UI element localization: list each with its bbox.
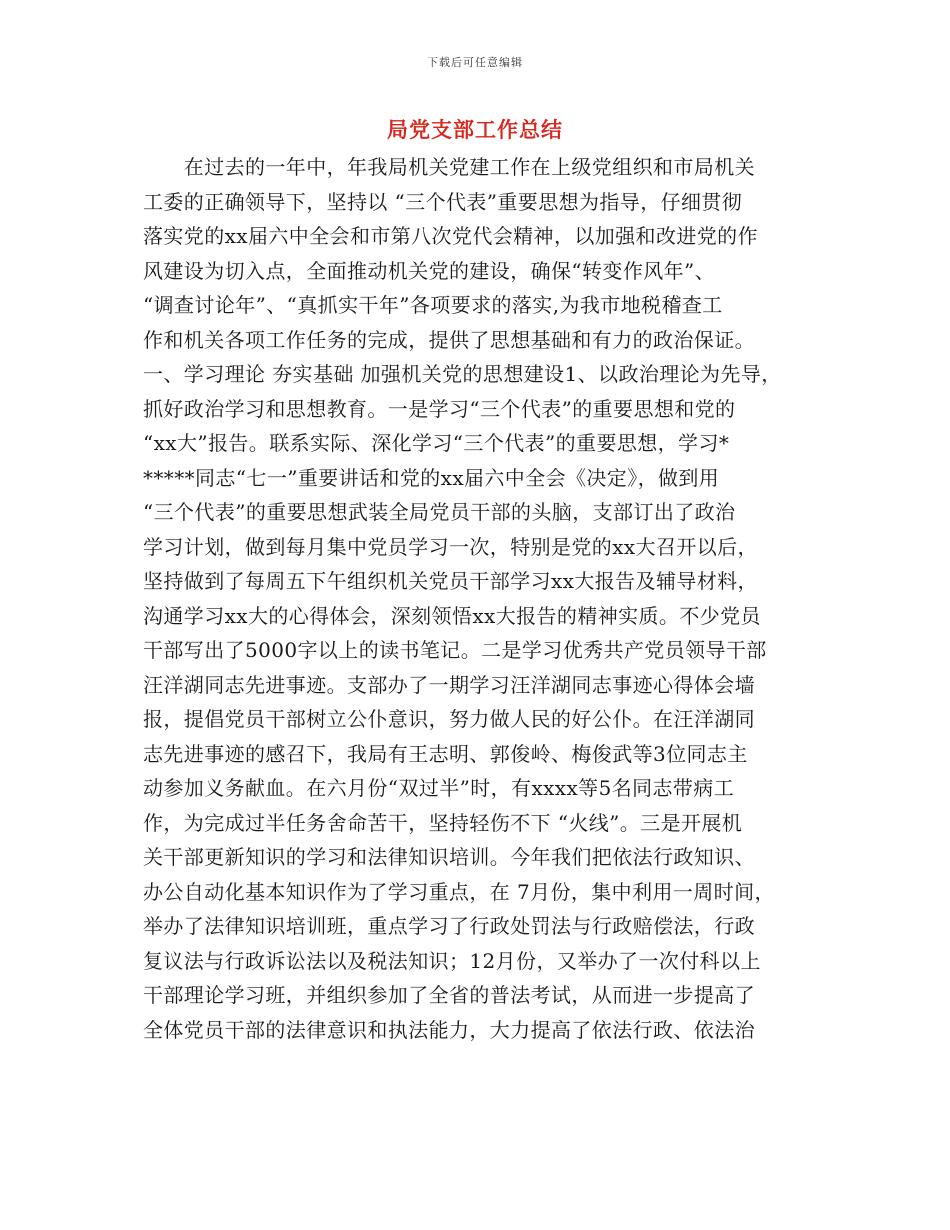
body-line: 报，提倡党员干部树立公仆意识，努力做人民的好公仆。在汪洋湖同 [143,707,755,731]
body-line: 全体党员干部的法律意识和执法能力，大力提高了依法行政、依法治 [143,1017,755,1042]
body-line: 举办了法律知识培训班，重点学习了行政处罚法与行政赔偿法，行政 [143,914,755,938]
body-line: “调查讨论年”、“真抓实干年”各项要求的落实,为我市地税稽查工 [143,293,723,317]
body-line: 作和机关各项工作任务的完成，提供了思想基础和有力的政治保证。 [143,327,755,352]
document-body [143,150,833,1047]
document-title: 局党支部工作总结 [387,117,563,142]
body-line: 在过去的一年中，年我局机关党建工作在上级党组织和市局机关 [143,155,755,179]
body-line: 抓好政治学习和思想教育。一是学习“三个代表”的重要思想和党的 [143,396,736,421]
header-note: 下载后可任意编辑 [427,56,523,69]
body-line: 志先进事迹的感召下，我局有王志明、郭俊岭、梅俊武等3位同志主 [143,741,748,766]
body-line: 工委的正确领导下，坚持以 “三个代表”重要思想为指导，仔细贯彻 [143,189,743,214]
body-line: 复议法与行政诉讼法以及税法知识；12月份，又举办了一次付科以上 [143,948,761,973]
body-line: *****同志“七一”重要讲话和党的xx届六中全会《决定》，做到用 [143,465,720,490]
body-line: 沟通学习xx大的心得体会，深刻领悟xx大报告的精神实质。不少党员 [143,603,761,628]
body-line: 一、学习理论 夯实基础 加强机关党的思想建设1、以政治理论为先导， [143,362,782,386]
body-line: 风建设为切入点，全面推动机关党的建设，确保“转变作风年”、 [143,258,716,283]
body-line: “三个代表”的重要思想武装全局党员干部的头脑，支部订出了政治 [143,500,736,524]
body-line: 关干部更新知识的学习和法律知识培训。今年我们把依法行政知识、 [143,845,755,869]
body-line: 坚持做到了每周五下午组织机关党员干部学习xx大报告及辅导材料， [143,569,758,593]
body-line: 落实党的xx届六中全会和市第八次党代会精神，以加强和改进党的作 [143,224,758,248]
body-line: 动参加义务献血。在六月份“双过半”时，有xxxx等5名同志带病工 [143,776,735,800]
body-line: 干部写出了5000字以上的读书笔记。二是学习优秀共产党员领导干部 [143,638,767,662]
body-line: 汪洋湖同志先进事迹。支部办了一期学习汪洋湖同志事迹心得体会墙 [143,672,755,697]
body-line: 作，为完成过半任务舍命苦干，坚持轻伤不下 “火线”。三是开展机 [143,810,743,835]
body-line: “xx大”报告。联系实际、深化学习“三个代表”的重要思想，学习* [143,431,730,455]
body-line: 办公自动化基本知识作为了学习重点，在 7月份，集中利用一周时间， [143,879,775,904]
body-line: 干部理论学习班，并组织参加了全省的普法考试，从而进一步提高了 [143,983,755,1007]
body-line: 学习计划，做到每月集中党员学习一次，特别是党的xx大召开以后， [143,534,758,559]
